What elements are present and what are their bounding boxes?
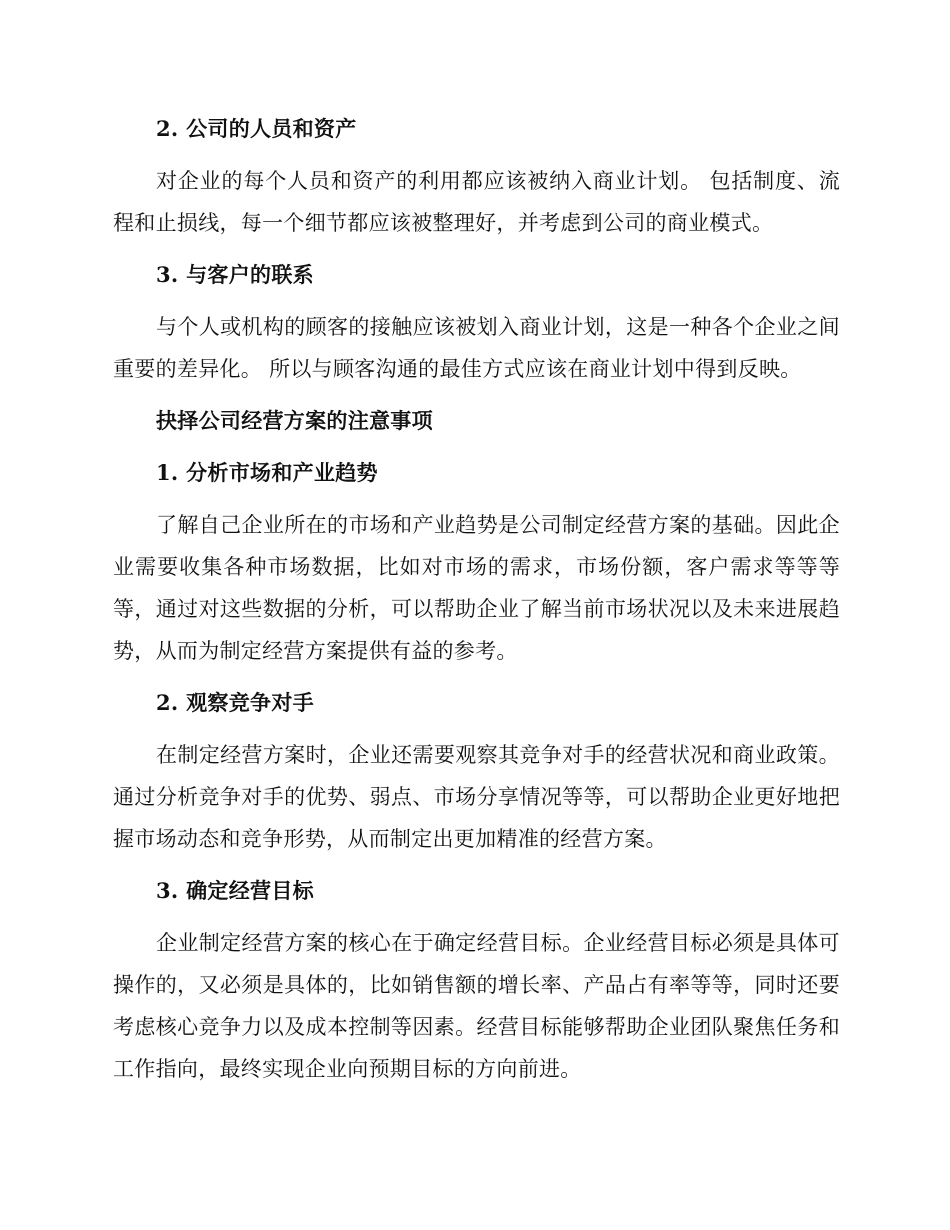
section-heading-considerations: 抉择公司经营方案的注意事项 [156, 408, 433, 433]
section-heading-market-trends: 1. 分析市场和产业趋势 [156, 460, 378, 485]
section-heading-business-goals: 3. 确定经营目标 [156, 878, 314, 903]
section-paragraph-customer-contact: 与个人或机构的顾客的接触应该被划入商业计划，这是一种各个企业之间重要的差异化。 所以与顾客沟通的最佳方式应该在商业计划中得到反映。 [113, 315, 840, 381]
section-paragraph-business-goals: 企业制定经营方案的核心在于确定经营目标。企业经营目标必须是具体可操作的，又必须是具体的，比如销售额的增长率、产品占有率等等，同时还要考虑核心竞争力以及成本控制等因素。经营目标能够帮助企业团队聚焦任务和工作指向，最终实现企业向预期目标的方向前进。 [113, 931, 840, 1081]
section-paragraph-people-assets: 对企业的每个人员和资产的利用都应该被纳入商业计划。 包括制度、流程和止损线，每一个细节都应该被整理好，并考虑到公司的商业模式。 [113, 169, 840, 235]
document-body [113, 108, 840, 1100]
section-paragraph-competitors: 在制定经营方案时，企业还需要观察其竞争对手的经营状况和商业政策。通过分析竞争对手的优势、弱点、市场分享情况等等，可以帮助企业更好地把握市场动态和竞争形势，从而制定出更加精准的经营方案。 [113, 743, 840, 851]
section-heading-competitors: 2. 观察竞争对手 [156, 690, 314, 715]
section-heading-people-assets: 2. 公司的人员和资产 [156, 116, 357, 141]
section-paragraph-market-trends: 了解自己企业所在的市场和产业趋势是公司制定经营方案的基础。因此企业需要收集各种市场数据，比如对市场的需求，市场份额，客户需求等等等等，通过对这些数据的分析，可以帮助企业了解当前市场状况以及未来进展趋势，从而为制定经营方案提供有益的参考。 [113, 513, 840, 663]
section-heading-customer-contact: 3. 与客户的联系 [156, 262, 314, 287]
